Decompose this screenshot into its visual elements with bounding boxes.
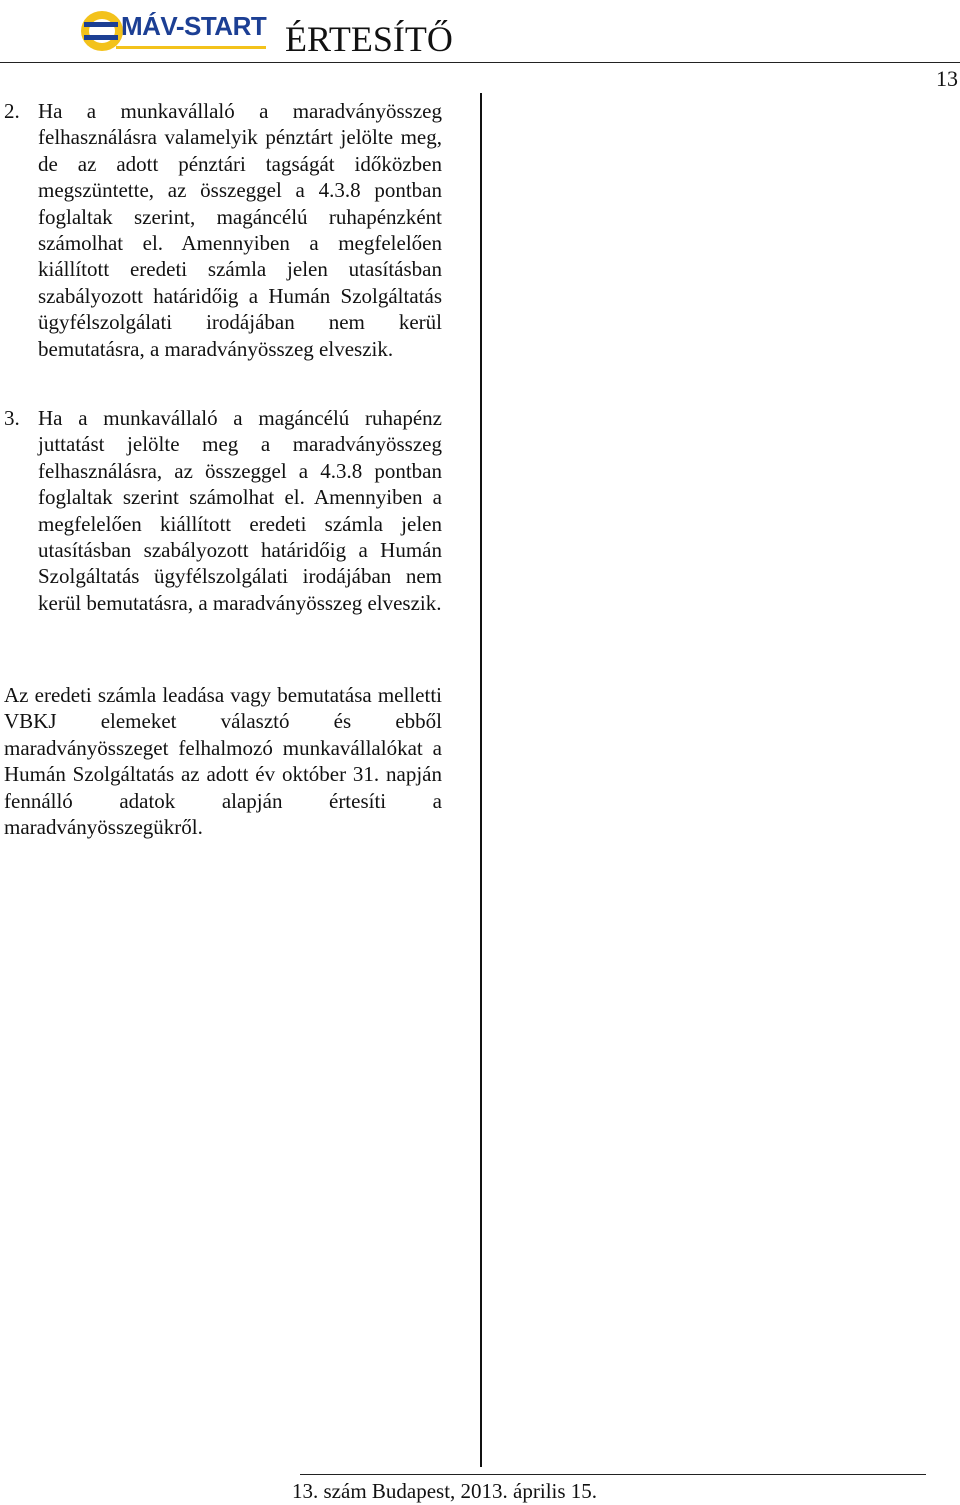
footer-issue-info: 13. szám Budapest, 2013. április 15.: [292, 1479, 598, 1503]
column-divider: [480, 93, 482, 1467]
item-3-number: 3.: [4, 406, 20, 430]
mav-start-logo: [80, 6, 272, 56]
document-title: ÉRTESÍTŐ: [285, 19, 453, 59]
item-3-text: Ha a munkavállaló a magáncélú ruhapénz juttatást jelölte meg a maradványösszeg felhasználásra, az összeggel a 4.3.8 pontban foglaltak szerint számolhat el. Amennyiben a megfelelően kiállított eredeti számla jelen utasításban szabályozott határidőig a Humán Szolgáltatás ügyfélszolgálati irodájában nem kerül bemutatásra, a maradványösszeg elveszik.: [38, 406, 442, 615]
footer-divider: [300, 1474, 926, 1475]
item-2-number: 2.: [4, 99, 20, 123]
header-divider: [0, 62, 960, 63]
page-number: 13: [936, 66, 958, 91]
closing-paragraph: Az eredeti számla leadása vagy bemutatása melletti VBKJ elemeket választó és ebből maradványösszeget felhalmozó munkavállalókat a Humán Szolgáltatás az adott év október 31. napján fennálló adatok alapján értesíti a maradványösszegükről.: [4, 683, 442, 840]
item-2-text: Ha a munkavállaló a maradványösszeg felhasználásra valamelyik pénztárt jelölte meg, de az adott pénztári tagságát időközben megszüntette, az összeggel a 4.3.8 pontban foglaltak szerint, magáncélú ruhapénzként számolhat el. Amennyiben a megfelelően kiállított eredeti számla jelen utasításban szabályozott határidőig a Humán Szolgáltatás ügyfélszolgálati irodájában nem kerül bemutatásra, a maradványösszeg elveszik.: [38, 99, 442, 361]
logo-wordmark: MÁV-START: [121, 11, 267, 41]
